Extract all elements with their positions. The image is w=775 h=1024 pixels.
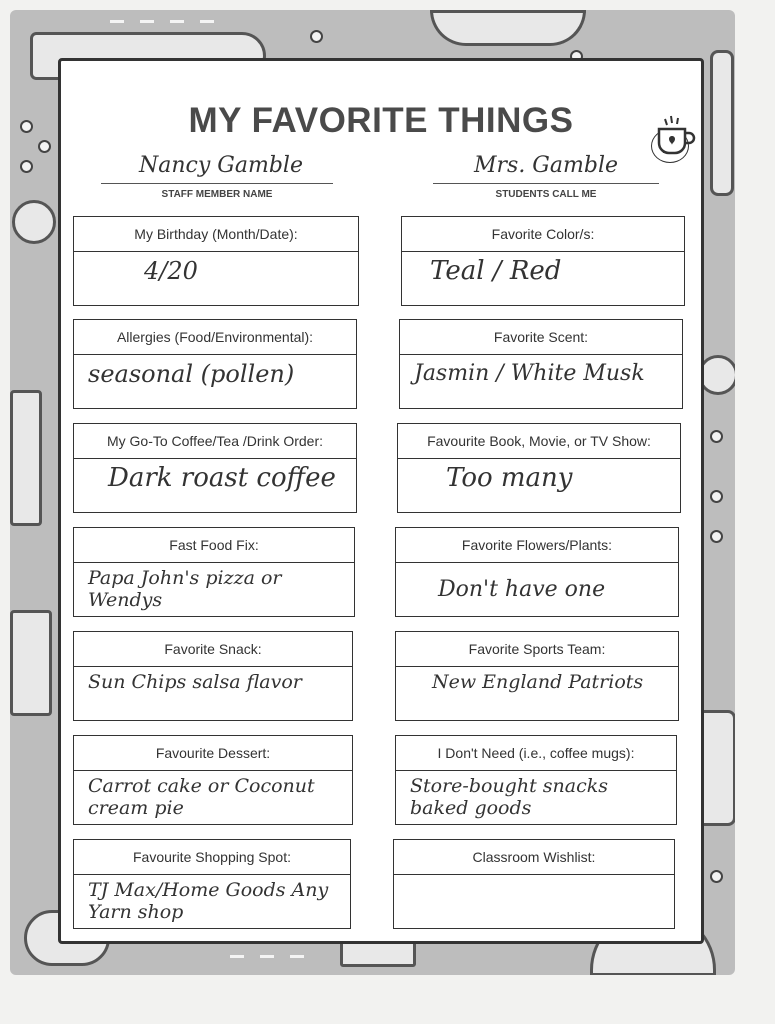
field-value: Papa John's pizza or Wendys <box>88 567 282 611</box>
dot-doodle <box>310 30 323 43</box>
dash-doodle <box>110 20 124 23</box>
field-value: seasonal (pollen) <box>88 360 295 388</box>
field-label: Allergies (Food/Environmental): <box>74 320 356 355</box>
page-title: MY FAVORITE THINGS <box>188 101 574 140</box>
field-value: TJ Max/Home Goods Any Yarn shop <box>88 879 329 923</box>
field-label: Favorite Snack: <box>74 632 352 667</box>
field-label: Favourite Book, Movie, or TV Show: <box>398 424 680 459</box>
field-classroom-wishlist <box>393 839 675 929</box>
field-value: 4/20 <box>144 257 198 285</box>
field-favorite-sports-team <box>395 631 679 721</box>
field-label: My Go-To Coffee/Tea /Drink Order: <box>74 424 356 459</box>
dash-doodle <box>200 20 214 23</box>
dash-doodle <box>260 955 274 958</box>
staff-name-label: STAFF MEMBER NAME <box>161 189 273 200</box>
field-label: My Birthday (Month/Date): <box>74 217 358 252</box>
dot-doodle <box>38 140 51 153</box>
field-label: Fast Food Fix: <box>74 528 354 563</box>
field-allergies <box>73 319 357 409</box>
field-value: Teal / Red <box>430 256 562 286</box>
dash-doodle <box>230 955 244 958</box>
dot-doodle <box>20 160 33 173</box>
field-label: Favorite Scent: <box>400 320 682 355</box>
dot-doodle <box>710 490 723 503</box>
coffee-cup-icon <box>651 111 701 161</box>
field-fast-food <box>73 527 355 617</box>
dash-doodle <box>170 20 184 23</box>
students-call-label: STUDENTS CALL ME <box>495 189 597 200</box>
field-value: Too many <box>446 463 573 493</box>
field-label: Favourite Shopping Spot: <box>74 840 350 875</box>
field-label: I Don't Need (i.e., coffee mugs): <box>396 736 676 771</box>
field-favorite-flowers <box>395 527 679 617</box>
field-favorite-color <box>401 216 685 306</box>
students-call-line <box>433 183 659 184</box>
field-birthday <box>73 216 359 306</box>
field-drink-order <box>73 423 357 513</box>
students-call-value: Mrs. Gamble <box>473 153 618 178</box>
field-value: Store-bought snacks baked goods <box>410 775 608 819</box>
dot-doodle <box>20 120 33 133</box>
field-label: Favorite Sports Team: <box>396 632 678 667</box>
field-label: Favourite Dessert: <box>74 736 352 771</box>
field-value: Jasmin / White Musk <box>414 361 645 386</box>
pen-doodle-left <box>10 390 42 526</box>
dash-doodle <box>140 20 154 23</box>
field-label: Classroom Wishlist: <box>394 840 674 875</box>
staff-name-line <box>101 183 333 184</box>
worksheet-photo <box>10 10 735 975</box>
field-value: New England Patriots <box>432 671 644 693</box>
field-label: Favorite Color/s: <box>402 217 684 252</box>
staff-name-value: Nancy Gamble <box>139 153 303 178</box>
field-value: Sun Chips salsa flavor <box>88 671 302 693</box>
field-value <box>394 875 674 887</box>
field-value: Carrot cake or Coconut cream pie <box>88 775 315 819</box>
field-dessert <box>73 735 353 825</box>
marker-doodle-left <box>10 610 52 716</box>
field-value: Dark roast coffee <box>108 463 336 493</box>
dot-doodle <box>710 430 723 443</box>
worksheet-paper <box>58 58 704 944</box>
field-snack <box>73 631 353 721</box>
field-favorite-scent <box>399 319 683 409</box>
field-favorite-book-movie-show <box>397 423 681 513</box>
dot-doodle <box>710 530 723 543</box>
smiley-doodle <box>12 200 56 244</box>
pencil-doodle-right <box>710 50 734 196</box>
field-shopping-spot <box>73 839 351 929</box>
field-value: Don't have one <box>438 577 606 602</box>
field-dont-need <box>395 735 677 825</box>
cloud-doodle-top <box>430 10 586 46</box>
dash-doodle <box>290 955 304 958</box>
dot-doodle <box>710 870 723 883</box>
field-label: Favorite Flowers/Plants: <box>396 528 678 563</box>
